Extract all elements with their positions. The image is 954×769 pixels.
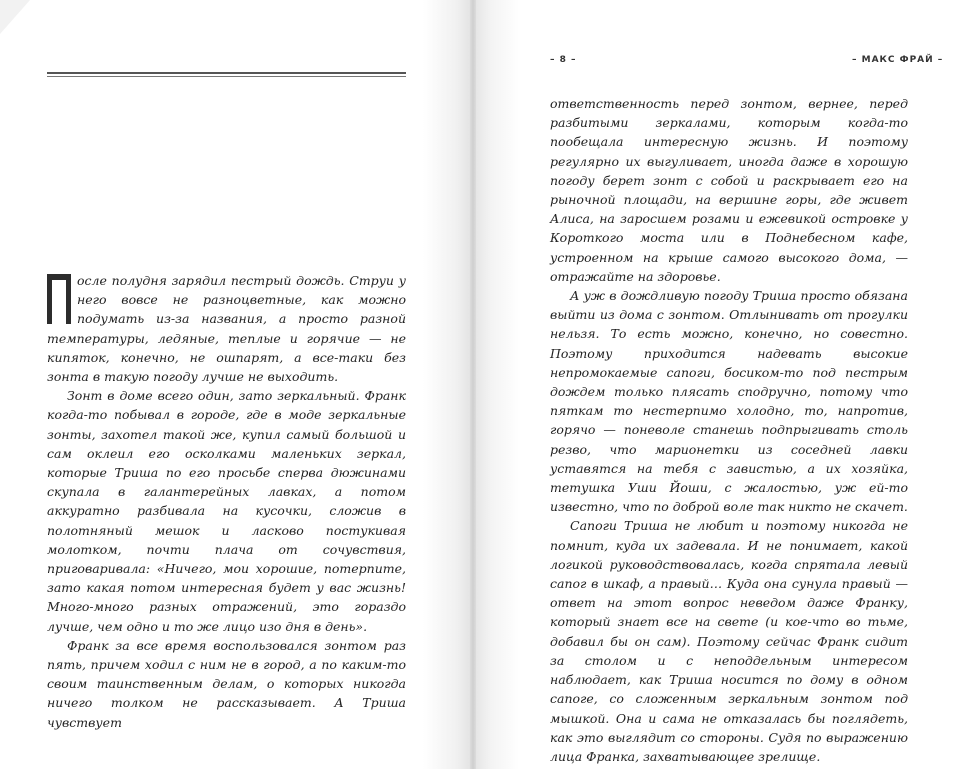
page-corner-fold (0, 0, 30, 34)
header-rule (47, 72, 406, 77)
paragraph: Сапоги Триша не любит и поэтому никогда не помнит, куда их задевала. И не понимает, какой логикой руководствовалась, когда спрятала левый сапог в шкаф, а правый… Куда она сунула правый — ответ на этот вопрос неведом даже Франку, который знает все на свете (и кое-что во тьме, добавил бы он сам). Поэтому сейчас Франк сидит за столом и с неподдельным интересом наблюдает, как Триша носится по дому в одном сапоге, со сложенным зеркальным зонтом под мышкой. Она и сама не отказалась бы поглядеть, как это выглядит со стороны. Судя по выражению лица Франка, захватывающее зрелище. (550, 518, 908, 764)
paragraph: ответственность перед зонтом, вернее, перед разбитыми зеркалами, которым когда-то пообещала интересную жизнь. И поэтому регулярно их выгуливает, иногда даже в хорошую погоду берет зонт с собой и раскрывает его на рыночной площади, на вершине горы, где живет Алиса, на заросшем розами и ежевикой островке у Короткого моста или в Поднебесном кафе, устроенном на крыше самого высокого дома, — отражайте на здоровье. (550, 96, 908, 284)
paragraph-text: осле полудня зарядил пестрый дождь. Струи у него вовсе не разноцветные, как можно подумать из-за названия, а просто разной температуры, ледяные, теплые и горячие — не кипяток, конечно, не ошпарят, а все-таки без зонта в такую погоду лучше не выходить. (47, 273, 406, 385)
paragraph: А уж в дождливую погоду Триша просто обязана выйти из дома с зонтом. Отлынивать от прогулки нельзя. То есть можно, конечно, но совестно. Поэтому приходится надевать высокие непромокаемые сапоги, босиком-то под пестрым дождем только плясать сподручно, потому что пяткам то нестерпимо холодно, то, напротив, горячо — поневоле станешь подпрыгивать столь резво, что марионетки из соседней лавки уставятся на тебя с завистью, а их хозяйка, тетушка Уши Йоши, с жалостью, уж ей-то известно, что по доброй воле так никто не скачет. (550, 288, 908, 515)
page-number: – 8 – (550, 55, 577, 65)
paragraph: Зонт в доме всего один, зато зеркальный. Франк когда-то побывал в городе, где в моде зеркальные зонты, захотел такой же, купил самый большой и сам оклеил его осколками маленьких зеркал, которые Триша по его просьбе сперва дюжинами скупала в галантерейных лавках, а потом аккуратно разбивала на кусочки, сложив в полотняный мешок и ласково постукивая молотком, почти плача от сочувствия, приговаривала: «Ничего, мои хорошие, потерпите, зато какая потом интересная будет у вас жизнь! Много-много разных отражений, это гораздо лучше, чем одно и то же лицо изо дня в день». (47, 388, 406, 634)
left-page-text (47, 271, 406, 732)
drop-cap (47, 274, 71, 324)
paragraph (47, 271, 406, 386)
paragraph: Франк за все время воспользовался зонтом раз пять, причем ходил с ним не в город, а по каким-то своим таинственным делам, о которых никогда ничего толком не рассказывает. А Триша чувствует (47, 637, 406, 730)
right-page-text (550, 94, 908, 766)
running-head: – МАКС ФРАЙ – (852, 55, 944, 65)
